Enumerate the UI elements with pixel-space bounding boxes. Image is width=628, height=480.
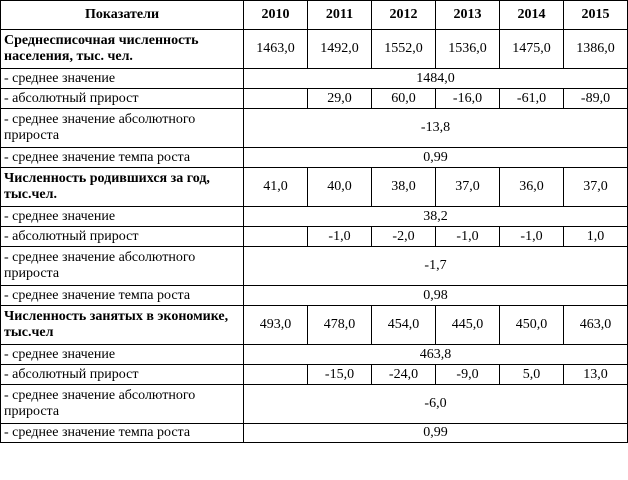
header-year-2014: 2014 bbox=[500, 1, 564, 30]
value-cell: -16,0 bbox=[436, 89, 500, 109]
value-cell: -9,0 bbox=[436, 365, 500, 385]
row-label: - среднее значение абсолютного прироста bbox=[1, 109, 244, 148]
value-cell: 41,0 bbox=[244, 168, 308, 207]
value-cell: 1,0 bbox=[564, 227, 628, 247]
row-label: - среднее значение абсолютного прироста bbox=[1, 247, 244, 286]
value-cell: 13,0 bbox=[564, 365, 628, 385]
mean-rate-value: 0,98 bbox=[244, 286, 628, 306]
row-label: - среднее значение темпа роста bbox=[1, 148, 244, 168]
mean-abs-value: -1,7 bbox=[244, 247, 628, 286]
mean-value: 1484,0 bbox=[244, 69, 628, 89]
value-cell bbox=[244, 365, 308, 385]
table-row-population bbox=[1, 30, 628, 69]
table-row-mean-rate bbox=[1, 148, 628, 168]
mean-rate-value: 0,99 bbox=[244, 148, 628, 168]
row-label: - среднее значение bbox=[1, 345, 244, 365]
section-title: Численность родившихся за год, тыс.чел. bbox=[1, 168, 244, 207]
header-year-2013: 2013 bbox=[436, 1, 500, 30]
table-row-mean-abs-growth bbox=[1, 247, 628, 286]
mean-abs-value: -13,8 bbox=[244, 109, 628, 148]
value-cell: -1,0 bbox=[308, 227, 372, 247]
row-label: - абсолютный прирост bbox=[1, 89, 244, 109]
value-cell: 36,0 bbox=[500, 168, 564, 207]
value-cell: 454,0 bbox=[372, 306, 436, 345]
mean-value: 463,8 bbox=[244, 345, 628, 365]
table-row-mean bbox=[1, 69, 628, 89]
row-label: - среднее значение темпа роста bbox=[1, 286, 244, 306]
mean-abs-value: -6,0 bbox=[244, 385, 628, 424]
value-cell: -15,0 bbox=[308, 365, 372, 385]
header-indicators: Показатели bbox=[1, 1, 244, 30]
header-year-2011: 2011 bbox=[308, 1, 372, 30]
row-label: - абсолютный прирост bbox=[1, 227, 244, 247]
value-cell: -24,0 bbox=[372, 365, 436, 385]
row-label: - среднее значение абсолютного прироста bbox=[1, 385, 244, 424]
header-row bbox=[1, 1, 628, 30]
value-cell bbox=[244, 227, 308, 247]
value-cell: -1,0 bbox=[500, 227, 564, 247]
value-cell: 40,0 bbox=[308, 168, 372, 207]
value-cell: 1536,0 bbox=[436, 30, 500, 69]
value-cell: 450,0 bbox=[500, 306, 564, 345]
value-cell: -2,0 bbox=[372, 227, 436, 247]
table-row-births bbox=[1, 168, 628, 207]
value-cell: 1475,0 bbox=[500, 30, 564, 69]
value-cell: 5,0 bbox=[500, 365, 564, 385]
row-label: - абсолютный прирост bbox=[1, 365, 244, 385]
value-cell bbox=[244, 89, 308, 109]
value-cell: -89,0 bbox=[564, 89, 628, 109]
header-year-2015: 2015 bbox=[564, 1, 628, 30]
table-row-mean bbox=[1, 345, 628, 365]
value-cell: 463,0 bbox=[564, 306, 628, 345]
table-row-employed bbox=[1, 306, 628, 345]
table-row-mean-abs-growth bbox=[1, 385, 628, 424]
table-row-mean bbox=[1, 207, 628, 227]
header-year-2010: 2010 bbox=[244, 1, 308, 30]
table-row-mean-rate bbox=[1, 286, 628, 306]
value-cell: 1492,0 bbox=[308, 30, 372, 69]
value-cell: 37,0 bbox=[436, 168, 500, 207]
table-row-abs-growth bbox=[1, 89, 628, 109]
value-cell: 1463,0 bbox=[244, 30, 308, 69]
row-label: - среднее значение bbox=[1, 207, 244, 227]
row-label: - среднее значение темпа роста bbox=[1, 424, 244, 443]
value-cell: 60,0 bbox=[372, 89, 436, 109]
value-cell: 29,0 bbox=[308, 89, 372, 109]
mean-value: 38,2 bbox=[244, 207, 628, 227]
value-cell: 38,0 bbox=[372, 168, 436, 207]
value-cell: 445,0 bbox=[436, 306, 500, 345]
row-label: - среднее значение bbox=[1, 69, 244, 89]
section-title: Среднесписочная численность населения, тыс. чел. bbox=[1, 30, 244, 69]
table-row-mean-rate bbox=[1, 424, 628, 443]
header-year-2012: 2012 bbox=[372, 1, 436, 30]
table-row-mean-abs-growth bbox=[1, 109, 628, 148]
table-row-abs-growth bbox=[1, 365, 628, 385]
value-cell: -61,0 bbox=[500, 89, 564, 109]
value-cell: 1386,0 bbox=[564, 30, 628, 69]
table-row-abs-growth bbox=[1, 227, 628, 247]
value-cell: 478,0 bbox=[308, 306, 372, 345]
section-title: Численность занятых в экономике, тыс.чел bbox=[1, 306, 244, 345]
value-cell: -1,0 bbox=[436, 227, 500, 247]
value-cell: 1552,0 bbox=[372, 30, 436, 69]
value-cell: 493,0 bbox=[244, 306, 308, 345]
value-cell: 37,0 bbox=[564, 168, 628, 207]
mean-rate-value: 0,99 bbox=[244, 424, 628, 443]
